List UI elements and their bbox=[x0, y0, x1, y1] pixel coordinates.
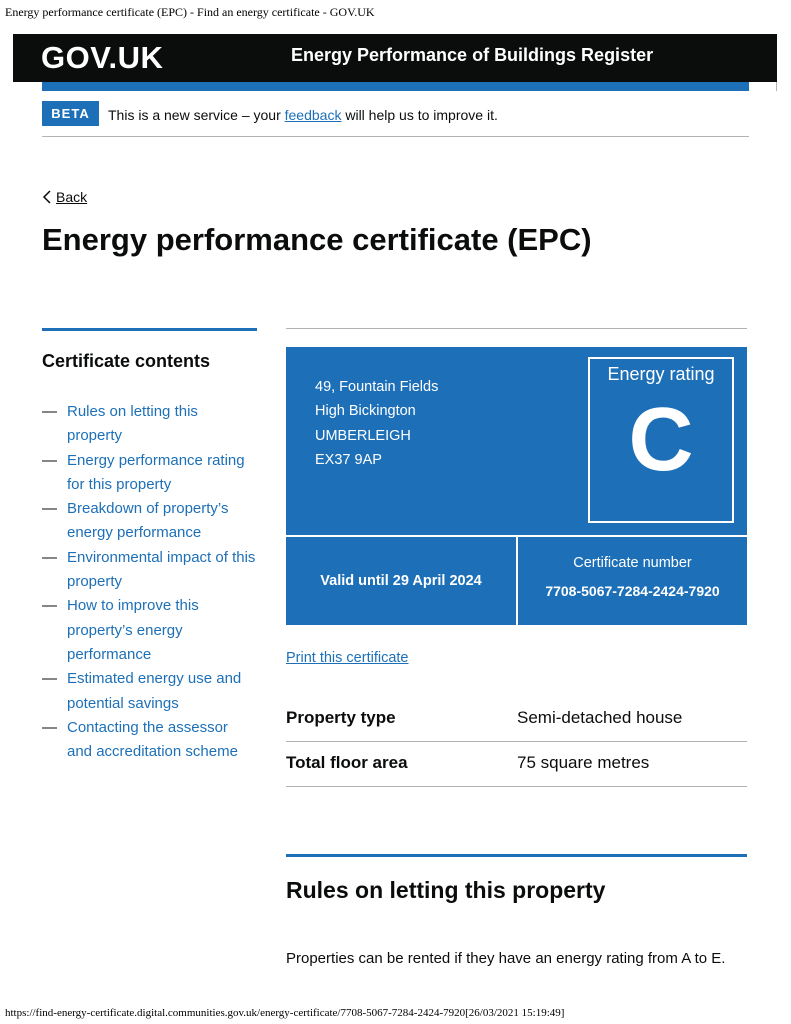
contents-item-environmental-impact bbox=[42, 546, 257, 595]
summary-value: 75 square metres bbox=[517, 753, 650, 772]
address-line-3: UMBERLEIGH bbox=[315, 427, 411, 444]
energy-rating-label: Energy rating bbox=[607, 364, 715, 384]
print-header: Energy performance certificate (EPC) - Find an energy certificate - GOV.UK bbox=[5, 5, 375, 19]
contents-link-energy-rating[interactable]: Energy performance rating for this property bbox=[67, 451, 245, 493]
header-blue-stripe bbox=[42, 82, 749, 91]
energy-rating-letter: C bbox=[628, 390, 694, 490]
valid-until-date: Valid until 29 April 2024 bbox=[320, 573, 482, 589]
epc-summary-box bbox=[286, 347, 747, 625]
govuk-header bbox=[13, 34, 777, 82]
dash-icon: — bbox=[42, 670, 57, 688]
contents-list bbox=[42, 400, 257, 764]
govuk-logo-link[interactable]: GOV.UK bbox=[41, 40, 164, 75]
summary-row-floor-area bbox=[286, 742, 747, 787]
energy-rating-box bbox=[588, 357, 734, 523]
dash-icon: — bbox=[42, 718, 57, 736]
property-address bbox=[315, 375, 438, 472]
contents-item-breakdown bbox=[42, 497, 257, 546]
dash-icon: — bbox=[42, 500, 57, 518]
phase-banner-text bbox=[108, 107, 498, 123]
address-line-4: EX37 9AP bbox=[315, 451, 382, 468]
contents-item-rules-on-letting bbox=[42, 400, 257, 449]
property-summary-list bbox=[286, 697, 747, 787]
certificate-number: 7708-5067-7284-2424-7920 bbox=[545, 583, 720, 599]
contents-item-contacting-assessor bbox=[42, 716, 257, 765]
phase-text-after: will help us to improve it. bbox=[341, 107, 498, 123]
certificate-contents-sidebar bbox=[42, 328, 257, 764]
section-divider bbox=[286, 854, 747, 857]
contents-item-estimated-energy-use bbox=[42, 667, 257, 716]
contents-link-contacting-assessor[interactable]: Contacting the assessor and accreditation scheme bbox=[67, 718, 238, 761]
summary-row-property-type bbox=[286, 697, 747, 742]
main-top-divider bbox=[286, 328, 747, 329]
contents-link-environmental-impact[interactable]: Environmental impact of this property bbox=[67, 548, 256, 591]
service-name-link[interactable]: Energy Performance of Buildings Register bbox=[291, 45, 654, 65]
feedback-link[interactable]: feedback bbox=[284, 107, 342, 123]
back-link-label: Back bbox=[56, 189, 88, 205]
summary-key: Total floor area bbox=[286, 753, 408, 772]
contents-item-energy-rating bbox=[42, 449, 257, 498]
phase-text-before: This is a new service – your bbox=[108, 107, 285, 123]
dash-icon: — bbox=[42, 597, 57, 615]
dash-icon: — bbox=[42, 548, 57, 566]
print-footer-url: https://find-energy-certificate.digital.communities.gov.uk/energy-certificate/7708-5067-7284-2424-7920[26/03/2021 15:19:49] bbox=[5, 1007, 565, 1019]
back-link[interactable] bbox=[42, 189, 87, 205]
section-body-text: Properties can be rented if they have an energy rating from A to E. bbox=[286, 950, 726, 967]
certificate-number-label: Certificate number bbox=[573, 555, 692, 571]
contents-link-rules-on-letting[interactable]: Rules on letting this property bbox=[67, 403, 198, 445]
beta-tag: BETA bbox=[42, 101, 99, 126]
dash-icon: — bbox=[42, 451, 57, 469]
summary-key: Property type bbox=[286, 708, 396, 727]
section-heading-rules-on-letting: Rules on letting this property bbox=[286, 877, 606, 903]
certificate-number-block bbox=[518, 537, 747, 625]
contents-link-estimated-energy-use[interactable]: Estimated energy use and potential savings bbox=[67, 670, 242, 712]
contents-link-breakdown[interactable]: Breakdown of property’s energy performance bbox=[67, 500, 229, 542]
address-line-2: High Bickington bbox=[315, 403, 416, 420]
phase-banner bbox=[42, 101, 749, 137]
print-certificate-link[interactable]: Print this certificate bbox=[286, 650, 409, 666]
address-line-1: 49, Fountain Fields bbox=[315, 379, 439, 395]
summary-value: Semi-detached house bbox=[517, 708, 683, 727]
page-title: Energy performance certificate (EPC) bbox=[42, 222, 592, 257]
dash-icon: — bbox=[42, 403, 57, 420]
sidebar-heading: Certificate contents bbox=[42, 351, 211, 371]
contents-link-how-to-improve[interactable]: How to improve this property’s energy performance bbox=[67, 597, 199, 663]
contents-item-how-to-improve bbox=[42, 594, 257, 667]
chevron-left-icon bbox=[42, 190, 52, 204]
